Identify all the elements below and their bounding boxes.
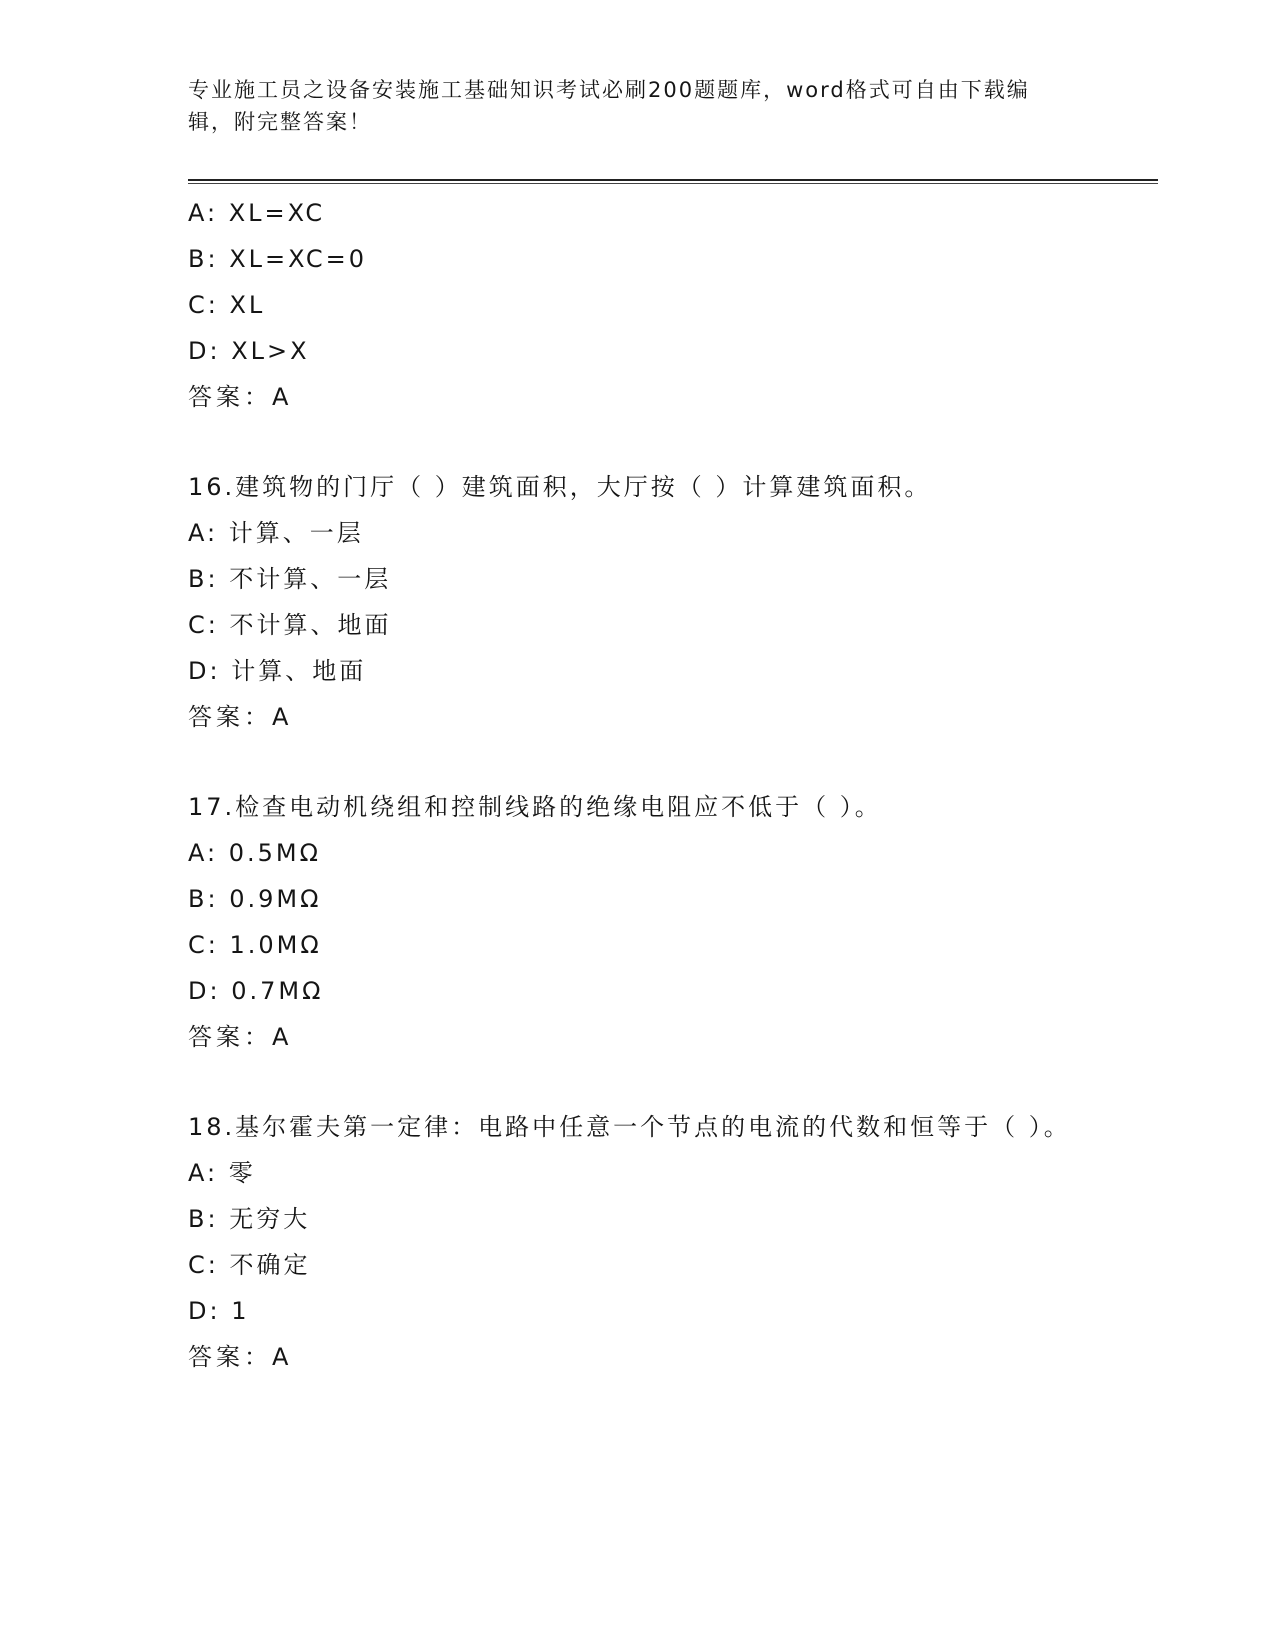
option-text: XL=XC=0 [229, 245, 367, 273]
option-text: 计算、地面 [231, 657, 367, 685]
option-letter: A: [188, 199, 219, 227]
option-text: XL=XC [228, 199, 326, 227]
option-letter: B: [188, 565, 219, 593]
option-c [188, 922, 1088, 968]
option-c [188, 282, 1088, 328]
option-text: 1 [231, 1297, 250, 1325]
option-letter: D: [188, 657, 221, 685]
answer-line: 答案：A [188, 383, 293, 411]
option-d [188, 968, 1088, 1014]
spacer [188, 740, 1088, 784]
option-text: 不计算、一层 [229, 565, 392, 593]
option-text: 不确定 [229, 1251, 311, 1279]
option-text: 零 [228, 1159, 256, 1187]
question-block-continued [188, 190, 1088, 420]
option-text: 1.0MΩ [229, 931, 322, 959]
question-list [188, 190, 1088, 1380]
option-letter: C: [188, 291, 219, 319]
question-text: 16.建筑物的门厅（ ）建筑面积，大厅按（ ）计算建筑面积。 [188, 473, 932, 501]
option-letter: C: [188, 611, 219, 639]
option-d [188, 1288, 1088, 1334]
option-d [188, 648, 1088, 694]
option-letter: A: [188, 1159, 219, 1187]
option-text: 不计算、地面 [229, 611, 392, 639]
option-c [188, 1242, 1088, 1288]
option-text: 0.9MΩ [229, 885, 322, 913]
option-letter: B: [188, 1205, 219, 1233]
option-letter: B: [188, 245, 219, 273]
question-block-17 [188, 784, 1088, 1060]
answer-line: 答案：A [188, 1343, 293, 1371]
option-a [188, 190, 1088, 236]
header-divider-thin [188, 183, 1158, 184]
question-text: 17.检查电动机绕组和控制线路的绝缘电阻应不低于（ ）。 [188, 793, 882, 821]
option-letter: C: [188, 931, 219, 959]
question-text: 18.基尔霍夫第一定律：电路中任意一个节点的电流的代数和恒等于（ ）。 [188, 1113, 1071, 1141]
option-a [188, 1150, 1088, 1196]
option-b [188, 556, 1088, 602]
option-b [188, 1196, 1088, 1242]
option-letter: D: [188, 977, 221, 1005]
option-b [188, 876, 1088, 922]
option-b [188, 236, 1088, 282]
option-d [188, 328, 1088, 374]
option-letter: D: [188, 337, 221, 365]
option-letter: B: [188, 885, 219, 913]
option-text: 0.5MΩ [228, 839, 321, 867]
question-block-18 [188, 1104, 1088, 1380]
question-block-16 [188, 464, 1088, 740]
spacer [188, 1060, 1088, 1104]
option-text: 计算、一层 [228, 519, 364, 547]
option-a [188, 830, 1088, 876]
option-text: 0.7MΩ [231, 977, 324, 1005]
option-letter: D: [188, 1297, 221, 1325]
option-letter: A: [188, 519, 219, 547]
answer-line: 答案：A [188, 1023, 293, 1051]
answer-line: 答案：A [188, 703, 293, 731]
option-letter: A: [188, 839, 219, 867]
option-text: XL [229, 291, 266, 319]
option-a [188, 510, 1088, 556]
option-text: 无穷大 [229, 1205, 311, 1233]
option-letter: C: [188, 1251, 219, 1279]
option-c [188, 602, 1088, 648]
header-divider-thick [188, 179, 1158, 181]
option-text: XL>X [231, 337, 310, 365]
spacer [188, 420, 1088, 464]
document-title: 专业施工员之设备安装施工基础知识考试必刷200题题库，word格式可自由下载编辑，附完整答案！ [188, 78, 1030, 134]
